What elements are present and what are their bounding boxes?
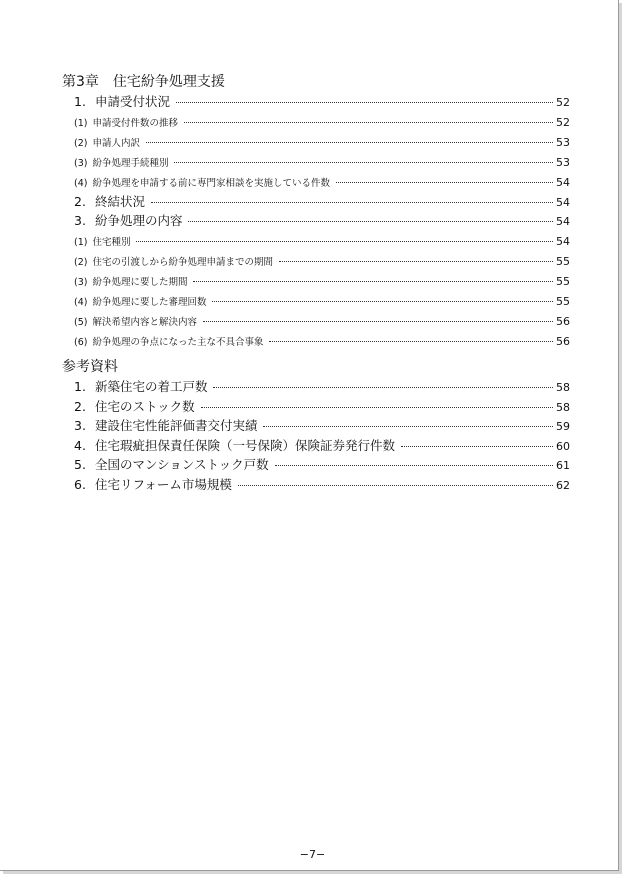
toc-entry-number: 3. xyxy=(74,213,86,228)
reference-title: 参考資料 xyxy=(62,359,118,375)
toc-page-number: 52 xyxy=(556,115,570,129)
toc-page-number: 55 xyxy=(556,294,570,308)
toc-entry[interactable] xyxy=(62,232,570,252)
toc-dot-leader xyxy=(213,386,553,388)
toc-entry[interactable] xyxy=(62,378,570,398)
toc-entry[interactable] xyxy=(62,292,570,312)
toc-page-number: 61 xyxy=(556,459,570,472)
toc-entry[interactable] xyxy=(62,153,570,173)
toc-page-number: 53 xyxy=(556,155,570,169)
toc-entry-title: 解決希望内容と解決内容 xyxy=(92,316,197,328)
page-number-footer: −7− xyxy=(299,848,326,861)
toc-page-number: 52 xyxy=(556,96,570,109)
toc-entry-title: 紛争処理の争点になった主な不具合事象 xyxy=(92,336,264,348)
reference-toc-list xyxy=(62,378,570,495)
toc-entry-number: (2) xyxy=(74,137,88,149)
toc-entry[interactable] xyxy=(62,332,570,352)
chapter3-title: 第3章 住宅紛争処理支援 xyxy=(62,74,225,90)
toc-page-number: 60 xyxy=(556,439,570,453)
toc-page-number: 53 xyxy=(556,135,570,149)
toc-page-number: 58 xyxy=(556,381,570,394)
toc-dot-leader xyxy=(275,464,553,466)
toc-entry-number: 3. xyxy=(74,418,86,433)
toc-entry-title: 住宅のストック数 xyxy=(94,398,195,414)
toc-entry-title: 申請受付状況 xyxy=(94,94,170,109)
toc-entry-title: 住宅の引渡しから紛争処理申請までの期間 xyxy=(92,256,273,268)
chapter3-section xyxy=(62,73,570,352)
toc-entry-title: 住宅リフォーム市場規模 xyxy=(94,476,232,492)
toc-dot-leader xyxy=(203,320,553,322)
toc-entry-number: 2. xyxy=(74,193,86,209)
toc-entry[interactable] xyxy=(62,456,570,476)
toc-entry-title: 住宅瑕疵担保責任保険（一号保険）保険証券発行件数 xyxy=(94,437,395,453)
toc-entry-title: 新築住宅の着工戸数 xyxy=(94,379,208,394)
toc-entry-title: 終結状況 xyxy=(94,193,145,209)
toc-entry-number: (3) xyxy=(74,157,88,169)
toc-dot-leader xyxy=(176,101,553,103)
toc-dot-leader xyxy=(146,141,553,143)
toc-page-number: 62 xyxy=(556,478,570,492)
chapter3-toc-list xyxy=(62,93,570,352)
toc-entry[interactable] xyxy=(62,476,570,496)
toc-entry-number: 6. xyxy=(74,476,86,492)
toc-entry[interactable] xyxy=(62,272,570,292)
toc-page-number: 59 xyxy=(556,420,570,433)
toc-entry-title: 紛争処理の内容 xyxy=(94,213,183,228)
toc-dot-leader xyxy=(136,240,553,242)
toc-entry-title: 申請人内訳 xyxy=(92,137,140,149)
toc-entry-title: 全国のマンションストック戸数 xyxy=(94,457,269,472)
toc-entry-number: (2) xyxy=(74,256,88,268)
toc-entry-number: 4. xyxy=(74,437,86,453)
toc-entry[interactable] xyxy=(62,252,570,272)
toc-entry[interactable] xyxy=(62,417,570,437)
toc-dot-leader xyxy=(279,260,553,262)
toc-entry[interactable] xyxy=(62,212,570,232)
toc-entry-number: 1. xyxy=(74,94,86,109)
toc-page-number: 54 xyxy=(556,215,570,228)
toc-dot-leader xyxy=(193,280,553,282)
toc-dot-leader xyxy=(151,201,553,203)
toc-dot-leader xyxy=(238,484,553,486)
toc-entry-title: 紛争処理に要した審理回数 xyxy=(92,296,207,308)
toc-entry-number: (1) xyxy=(74,236,88,248)
toc-page-number: 54 xyxy=(556,234,570,248)
toc-entry[interactable] xyxy=(62,93,570,113)
toc-dot-leader xyxy=(401,445,553,447)
toc-page-number: 56 xyxy=(556,334,570,348)
toc-page-number: 55 xyxy=(556,274,570,288)
reference-section xyxy=(62,358,570,495)
toc-page-number: 55 xyxy=(556,254,570,268)
toc-entry-number: (4) xyxy=(74,177,88,189)
toc-entry[interactable] xyxy=(62,398,570,418)
toc-dot-leader xyxy=(263,425,553,427)
toc-dot-leader xyxy=(336,181,553,183)
toc-entry[interactable] xyxy=(62,312,570,332)
toc-entry[interactable] xyxy=(62,173,570,193)
toc-dot-leader xyxy=(184,121,553,123)
toc-page-number: 58 xyxy=(556,400,570,414)
toc-page-number: 54 xyxy=(556,175,570,189)
toc-entry-number: (1) xyxy=(74,117,88,129)
toc-dot-leader xyxy=(201,406,553,408)
toc-entry-title: 申請受付件数の推移 xyxy=(92,117,178,129)
toc-page-number: 54 xyxy=(556,195,570,209)
toc-entry-number: (4) xyxy=(74,296,88,308)
toc-page-number: 56 xyxy=(556,314,570,328)
toc-entry-title: 紛争処理手続種別 xyxy=(92,157,169,169)
toc-entry-title: 紛争処理に要した期間 xyxy=(92,276,188,288)
toc-entry-number: 1. xyxy=(74,379,86,394)
toc-entry-title: 住宅種別 xyxy=(92,236,131,248)
toc-entry-number: (5) xyxy=(74,316,88,328)
toc-dot-leader xyxy=(269,340,553,342)
toc-entry-title: 紛争処理を申請する前に専門家相談を実施している件数 xyxy=(92,177,330,189)
toc-dot-leader xyxy=(174,161,553,163)
toc-entry-title: 建設住宅性能評価書交付実績 xyxy=(94,418,258,433)
toc-entry[interactable] xyxy=(62,113,570,133)
toc-entry-number: (3) xyxy=(74,276,88,288)
toc-entry[interactable] xyxy=(62,133,570,153)
toc-entry-number: (6) xyxy=(74,336,88,348)
toc-dot-leader xyxy=(188,220,553,222)
toc-entry[interactable] xyxy=(62,193,570,213)
toc-entry-number: 5. xyxy=(74,457,86,472)
toc-entry[interactable] xyxy=(62,437,570,457)
toc-dot-leader xyxy=(212,300,553,302)
toc-entry-number: 2. xyxy=(74,398,86,414)
